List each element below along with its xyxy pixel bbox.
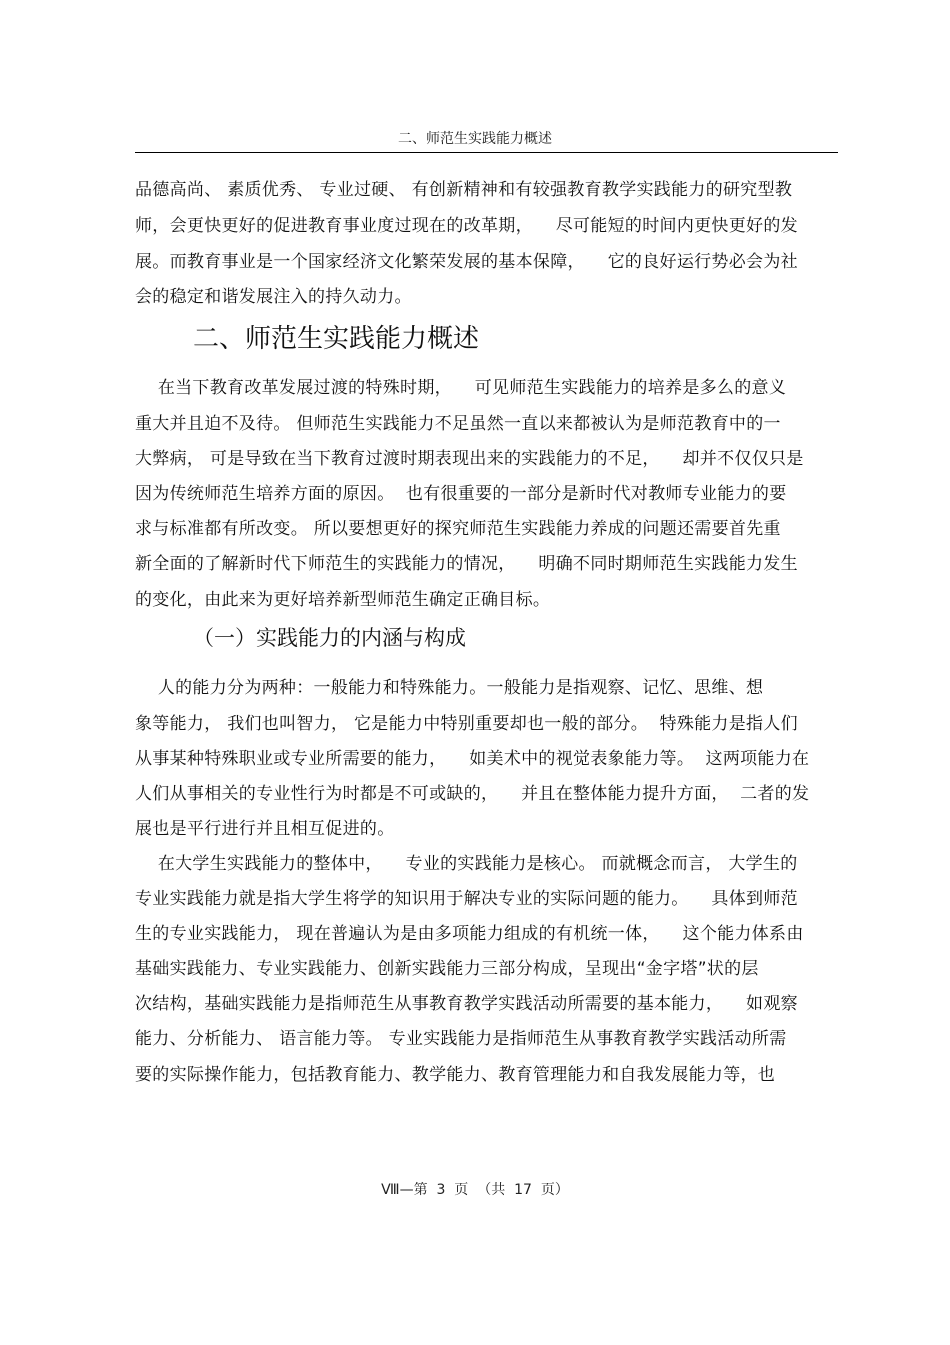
text-line: 要的实际操作能力，包括教育能力、教学能力、教育管理能力和自我发展能力等，也 — [135, 1065, 776, 1085]
page-header-title: 二、师范生实践能力概述 — [398, 131, 552, 147]
text-line: 在当下教育改革发展过渡的特殊时期， 可见师范生实践能力的培养是多么的意义 — [135, 378, 787, 398]
text-line: 重大并且迫不及待。 但师范生实践能力不足虽然一直以来都被认为是师范教育中的一 — [135, 414, 781, 434]
text-line: 品德高尚、 素质优秀、 专业过硬、 有创新精神和有较强教育教学实践能力的研究型教 — [135, 180, 793, 200]
text-line: 在大学生实践能力的整体中， 专业的实践能力是核心。 而就概念而言， 大学生的 — [135, 854, 798, 874]
text-line: 展也是平行进行并且相互促进的。 — [135, 819, 395, 839]
page-number-footer: Ⅷ—第 3 页 （共 17 页） — [381, 1182, 569, 1198]
text-line: 的变化，由此来为更好培养新型师范生确定正确目标。 — [135, 590, 551, 610]
text-line: 人们从事相关的专业性行为时都是不可或缺的， 并且在整体能力提升方面， 二者的发 — [135, 784, 810, 804]
text-line: 求与标准都有所改变。 所以要想更好的探究师范生实践能力养成的问题还需要首先重 — [135, 519, 781, 539]
text-line: 生的专业实践能力， 现在普遍认为是由多项能力组成的有机统一体， 这个能力体系由 — [135, 924, 804, 944]
subsection-heading: （一）实践能力的内涵与构成 — [193, 626, 466, 650]
text-line: 大弊病， 可是导致在当下教育过渡时期表现出来的实践能力的不足， 却并不仅仅只是 — [135, 449, 804, 469]
text-line: 人的能力分为两种：一般能力和特殊能力。一般能力是指观察、记忆、思维、想 — [135, 678, 764, 698]
text-line: 新全面的了解新时代下师范生的实践能力的情况， 明确不同时期师范生实践能力发生 — [135, 554, 798, 574]
text-line: 象等能力， 我们也叫智力， 它是能力中特别重要却也一般的部分。 特殊能力是指人们 — [135, 714, 798, 734]
section-heading: 二、师范生实践能力概述 — [193, 324, 480, 354]
text-line: 会的稳定和谐发展注入的持久动力。 — [135, 287, 412, 307]
text-line: 师，会更快更好的促进教育事业度过现在的改革期， 尽可能短的时间内更快更好的发 — [135, 216, 798, 236]
text-line: 展。而教育事业是一个国家经济文化繁荣发展的基本保障， 它的良好运行势必会为社 — [135, 252, 798, 272]
text-line: 次结构，基础实践能力是指师范生从事教育教学实践活动所需要的基本能力， 如观察 — [135, 994, 798, 1014]
text-line: 能力、分析能力、 语言能力等。 专业实践能力是指师范生从事教育教学实践活动所需 — [135, 1029, 787, 1049]
text-line: 专业实践能力就是指大学生将学的知识用于解决专业的实际问题的能力。 具体到师范 — [135, 889, 798, 909]
header-rule — [135, 152, 838, 153]
text-line: 因为传统师范生培养方面的原因。 也有很重要的一部分是新时代对教师专业能力的要 — [135, 484, 787, 504]
text-line: 从事某种特殊职业或专业所需要的能力， 如美术中的视觉表象能力等。 这两项能力在 — [135, 749, 810, 769]
text-line: 基础实践能力、专业实践能力、创新实践能力三部分构成，呈现出“金字塔”状的层 — [135, 959, 759, 979]
